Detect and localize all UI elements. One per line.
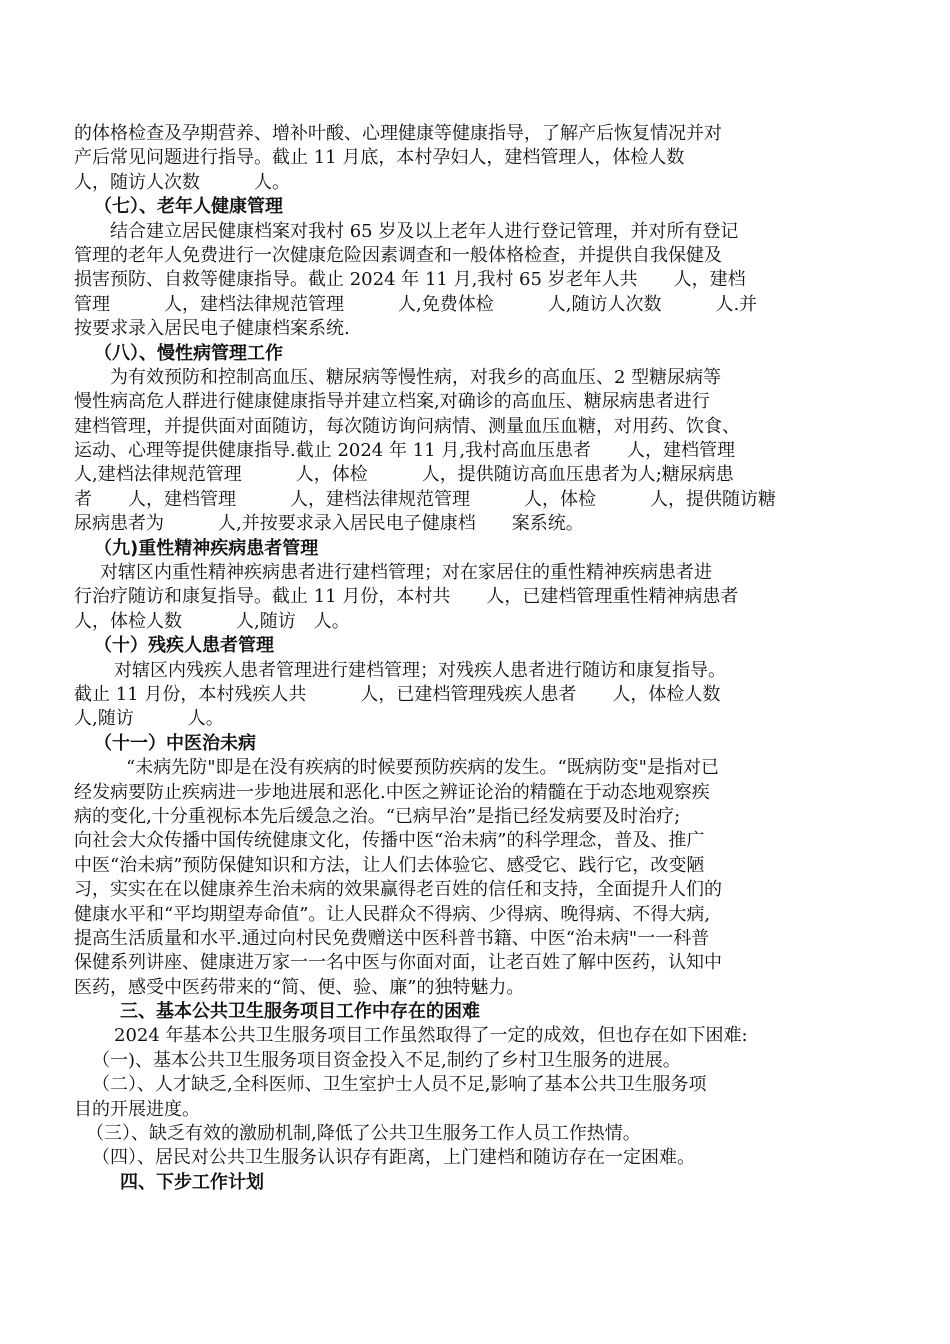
section-heading: 三、基本公共卫生服务项目工作中存在的困难 — [120, 1001, 480, 1023]
text-line: 建档管理，并提供面对面随访，每次随访询问病情、测量血压血糖，对用药、饮食、 — [74, 415, 740, 437]
text-line: 病的变化,十分重视标本先后缓急之治。“已病早治”是指已经发病要及时治疗; — [74, 805, 681, 827]
text-line: 对辖区内重性精神疾病患者进行建档管理；对在家居住的重性精神疾病患者进 — [100, 562, 712, 584]
text-line: 尿病患者为 人,并按要求录入居民电子健康档 案系统。 — [74, 513, 584, 535]
text-line: 中医“治未病”预防保健知识和方法，让人们去体验它、感受它、践行它，改变陋 — [74, 854, 705, 876]
text-line: 管理的老年人免费进行一次健康危险因素调查和一般体格检查，并提供自我保健及 — [74, 244, 722, 266]
text-line: 经发病要防止疾病进一步地进展和恶化.中医之辨证论治的精髓在于动态地观察疾 — [74, 781, 710, 803]
text-line: 人,随访 人。 — [74, 708, 224, 730]
section-heading: （十）残疾人患者管理 — [94, 635, 274, 657]
text-line: 管理 人，建档法律规范管理 人,免费体检 人,随访人次数 人.并 — [74, 293, 758, 315]
section-heading: （八）、慢性病管理工作 — [94, 342, 283, 364]
text-line: （一)、基本公共卫生服务项目资金投入不足,制约了乡村卫生服务的进展。 — [92, 1049, 681, 1071]
text-line: （四）、居民对公共卫生服务认识存有距离，上门建档和随访存在一定困难。 — [92, 1147, 695, 1169]
section-heading: （九)重性精神疾病患者管理 — [94, 537, 319, 559]
text-line: 截止 11 月份，本村残疾人共 人，已建档管理残疾人患者 人，体检人数 — [74, 683, 721, 705]
text-line: 人,建档法律规范管理 人，体检 人，提供随访高血压患者为人;糖尿病患 — [74, 464, 734, 486]
text-line: 按要求录入居民电子健康档案系统. — [74, 318, 350, 340]
text-line: 向社会大众传播中国传统健康文化，传播中医“治未病”的科学理念，普及、推广 — [74, 830, 705, 852]
text-line: 的体格检查及孕期营养、增补叶酸、心理健康等健康指导，了解产后恢复情况并对 — [74, 123, 722, 144]
text-line: 保健系列讲座、健康进万家一一名中医与你面对面，让老百姓了解中医药，认知中 — [74, 952, 722, 974]
section-heading: 四、下步工作计划 — [120, 1171, 264, 1193]
text-line: 人，随访人次数 人。 — [74, 171, 290, 193]
text-line: 损害预防、自救等健康指导。截止 2024 年 11 月,我村 65 岁老年人共 人，建档 — [74, 269, 746, 291]
text-line: （二）、人才缺乏,全科医师、卫生室护士人员不足,影响了基本公共卫生服务项 — [92, 1074, 707, 1096]
text-line: “未病先防"即是在没有疾病的时候要预防疾病的发生。“既病防变"是指对已 — [126, 757, 719, 779]
text-line: 提高生活质量和水平.通过向村民免费赠送中医科普书籍、中医“治未病"一一科普 — [74, 927, 710, 949]
section-heading: （七）、老年人健康管理 — [94, 196, 283, 218]
text-line: 为有效预防和控制高血压、糖尿病等慢性病，对我乡的高血压、2 型糖尿病等 — [110, 366, 722, 388]
text-line: 医药，感受中医药带来的“简、便、验、廉”的独特魅力。 — [74, 976, 525, 998]
text-line: 结合建立居民健康档案对我村 65 岁及以上老年人进行登记管理，并对所有登记 — [110, 220, 739, 242]
text-line: 慢性病高危人群进行健康健康指导并建立档案,对确诊的高血压、糖尿病患者进行 — [74, 391, 710, 413]
text-line: 对辖区内残疾人患者管理进行建档管理；对残疾人患者进行随访和康复指导。 — [114, 659, 726, 681]
text-line: 人，体检人数 人,随访 人。 — [74, 610, 350, 632]
text-line: 者 人，建档管理 人，建档法律规范管理 人，体检 人，提供随访糖 — [74, 488, 776, 510]
text-line: 健康水平和“平均期望寿命值”。让人民群众不得病、少得病、晚得病、不得大病, — [74, 903, 711, 925]
document-page — [74, 122, 880, 1195]
text-line: 2024 年基本公共卫生服务项目工作虽然取得了一定的成效，但也存在如下困难: — [114, 1025, 748, 1047]
text-line: 目的开展进度。 — [74, 1098, 200, 1120]
text-line: 行治疗随访和康复指导。截止 11 月份，本村共 人，已建档管理重性精神病患者 — [74, 586, 739, 608]
text-line: 运动、心理等提供健康指导.截止 2024 年 11 月,我村高血压患者 人，建档管理 — [74, 440, 736, 462]
section-heading: （十一）中医治未病 — [94, 732, 256, 754]
text-line: （三）、缺乏有效的激励机制,降低了公共卫生服务工作人员工作热情。 — [86, 1123, 641, 1145]
text-line: 习，实实在在以健康养生治未病的效果赢得老百姓的信任和支持，全面提升人们的 — [74, 879, 722, 901]
text-line: 产后常见问题进行指导。截止 11 月底，本村孕妇人，建档管理人，体检人数 — [74, 147, 685, 169]
